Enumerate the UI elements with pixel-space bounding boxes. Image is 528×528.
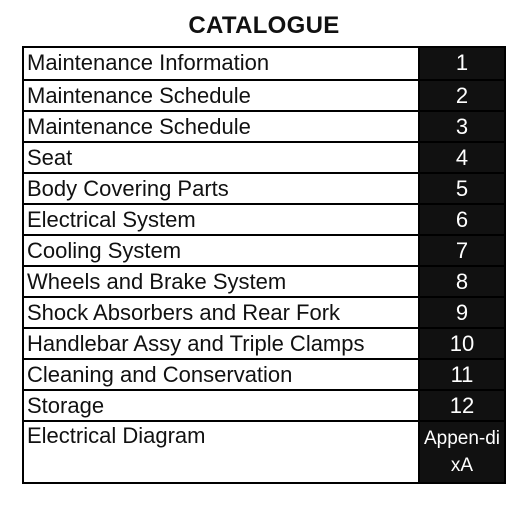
- catalogue-entry-number: 5: [420, 174, 504, 203]
- catalogue-row: [24, 79, 504, 110]
- catalogue-entry-label: Shock Absorbers and Rear Fork: [24, 298, 420, 327]
- catalogue-table: [22, 46, 506, 484]
- catalogue-entry-label: Electrical Diagram: [24, 422, 420, 482]
- catalogue-entry-label: Maintenance Schedule: [24, 112, 420, 141]
- catalogue-entry-number: 1: [420, 48, 504, 79]
- catalogue-entry-label: Handlebar Assy and Triple Clamps: [24, 329, 420, 358]
- catalogue-entry-number: 4: [420, 143, 504, 172]
- catalogue-entry-number: 8: [420, 267, 504, 296]
- catalogue-entry-number: 6: [420, 205, 504, 234]
- catalogue-entry-label: Wheels and Brake System: [24, 267, 420, 296]
- catalogue-entry-label: Cleaning and Conservation: [24, 360, 420, 389]
- catalogue-entry-number: 9: [420, 298, 504, 327]
- catalogue-entry-label: Maintenance Information: [24, 48, 420, 79]
- catalogue-entry-number: 3: [420, 112, 504, 141]
- catalogue-row: [24, 48, 504, 79]
- catalogue-row: [24, 327, 504, 358]
- page-title: CATALOGUE: [188, 12, 340, 39]
- catalogue-row: [24, 296, 504, 327]
- catalogue-entry-label: Electrical System: [24, 205, 420, 234]
- catalogue-row: [24, 265, 504, 296]
- catalogue-entry-label: Storage: [24, 391, 420, 420]
- catalogue-row: [24, 110, 504, 141]
- catalogue-entry-label: Maintenance Schedule: [24, 81, 420, 110]
- catalogue-entry-number: Appen-dixA: [420, 422, 504, 482]
- catalogue-entry-label: Seat: [24, 143, 420, 172]
- catalogue-entry-label: Cooling System: [24, 236, 420, 265]
- catalogue-row: [24, 358, 504, 389]
- catalogue-entry-number: 2: [420, 81, 504, 110]
- catalogue-row: [24, 203, 504, 234]
- catalogue-entry-label: Body Covering Parts: [24, 174, 420, 203]
- catalogue-entry-number: 12: [420, 391, 504, 420]
- catalogue-row: [24, 141, 504, 172]
- catalogue-row: [24, 420, 504, 482]
- catalogue-entry-number: 7: [420, 236, 504, 265]
- catalogue-entry-number: 11: [420, 360, 504, 389]
- catalogue-entry-number: 10: [420, 329, 504, 358]
- catalogue-row: [24, 389, 504, 420]
- catalogue-row: [24, 234, 504, 265]
- catalogue-row: [24, 172, 504, 203]
